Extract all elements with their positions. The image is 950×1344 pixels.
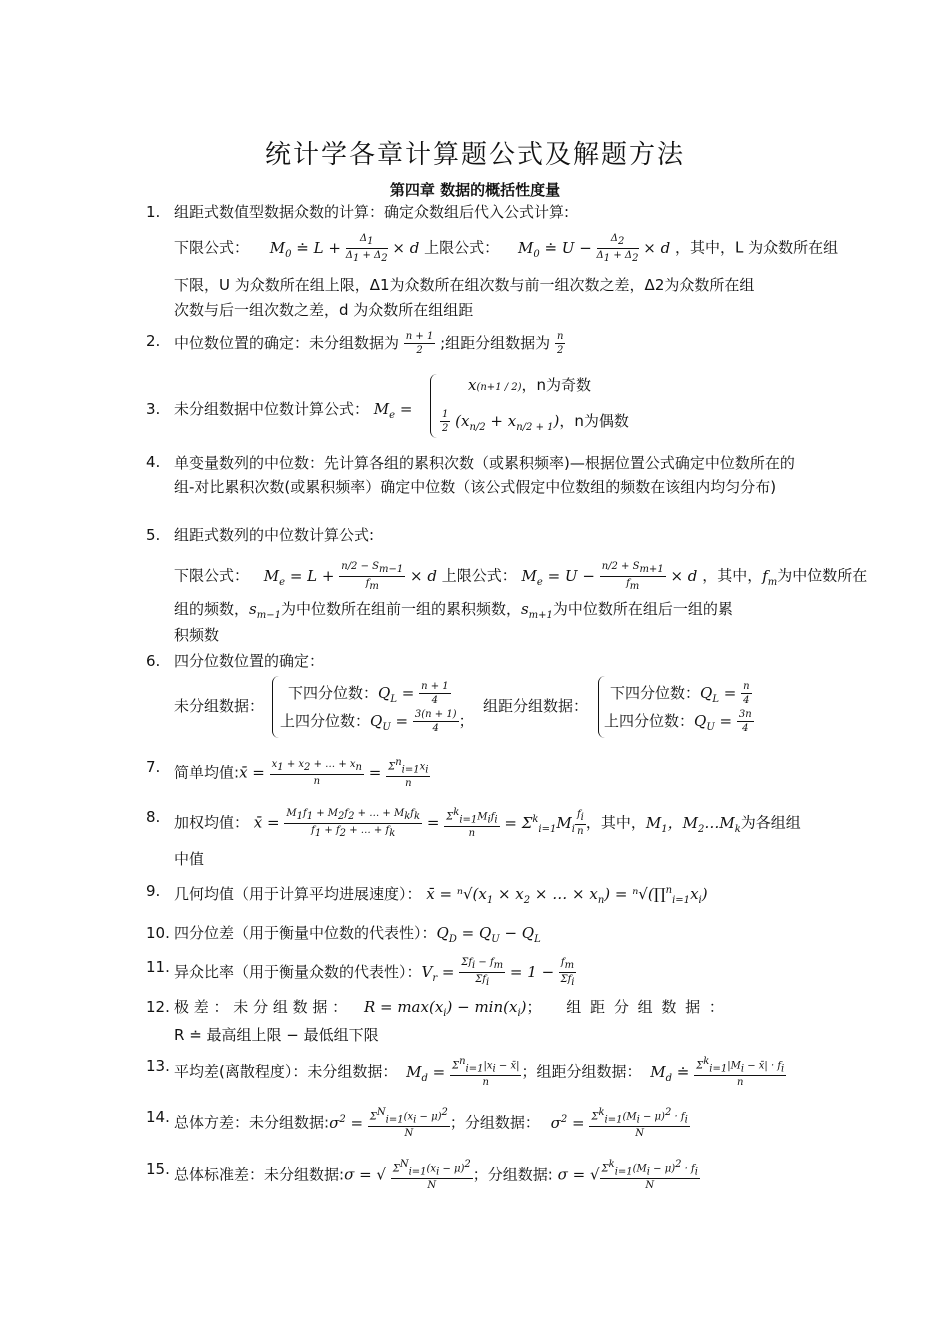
range-grouped-formula: R ≐ 最高组上限 − 最低组下限 xyxy=(174,1026,379,1044)
item-text: 单变量数列的中位数：先计算各组的累积次数（或累积频率)—根据位置公式确定中位数所在的组-对比累积次数(或累积频率）确定中位数（该公式假定中位数组的频数在该组内均匀分布) xyxy=(174,454,795,496)
median-odd-case: x(n+1 / 2)，n为奇数 xyxy=(468,376,592,394)
item-text: 加权均值： xyxy=(174,813,250,832)
upper-quartile-grouped: 上四分位数：$Q_U$ = $\frac{3n}{4}$ xyxy=(604,709,752,734)
item-number: 1. xyxy=(146,203,161,221)
item-text: 几何均值（用于计算平均进展速度）： xyxy=(174,885,422,903)
item-text: 四分位差（用于衡量中位数的代表性）： xyxy=(174,924,437,942)
median-note-2: 组的频数，$s_{m-1}$为中位数所在组前一组的累积频数，$s_{m+1}$为中位数所在组后一组的累 xyxy=(174,600,733,621)
brace xyxy=(430,374,437,438)
chapter-heading: 第四章 数据的概括性度量 xyxy=(389,181,561,199)
document-page: 统计学各章计算题公式及解题方法 第四章 数据的概括性度量 1. 组距式数值型数据众数的计算：确定众数组后代入公式计算: 下限公式： $M_0$ ≐ L + $\frac{\Delta_1}{\Delta_1 + \Delta_2}$ × d 上限公式： $M_0$ ≐ U − $\frac{\Delta_2}{\Delta_1 + \Delta_2}$ × d ，其中，L 为众数所在组 下限，U 为众数所在组上限，Δ1为众数所在组次数与前一组次数之差，Δ2为众数所在组 次数与后一组次数之差，d 为众数所在组组距 2. 中位数位置的确定：未分组数据为 $\frac{n + 1}{2}$ ;组距分组数据为 $\frac{n}{2}$ 3. 未分组数据中位数计算公式： $M_e$ = x(n+1 / 2)，n为奇数 $\frac{1}{2}$ $(x_{n/2} + x_{n/2 + 1})$，n为偶数 4. 单变量数列的中位数：先计算各组的累积次数（或累积频率)—根据位置公式确定中位数所在的组-对比累积次数(或累积频率）确定中位数（该公式假定中位数组的频数在该组内均匀分布) 5. 组距式数列的中位数计算公式: 下限公式： $M_e = L$ + $\frac{n/2 - S_{m-1}}{f_m}$ × d 上限公式： $M_e = U$ − $\frac{n/2 + S_{m+1}}{f_m}$ × d ，其中，$f_m$为中位数所在 组的频数，$s_{m-1}$为中位数所在组前一组的累积频数，$s_{m+1}$为中位数所在组后一组的累 积频数 6. 四分位数位置的确定： 未分组数据： 下四分位数：$Q_L$ = $\frac{n + 1}{4}$ 上四分位数：$Q_U$ = $\frac{3(n + 1)}{4}$ ； 组距分组数据： 下四分位数：$Q_L$ = $\frac{n}{4}$ 上四分位数：$Q_U$ = $\frac{3n}{4}$ 7. 简单均值:x̄ = $\frac{x_1 + x_2 + \dots + x_n}{n}$ = $\frac{\Sigma^n_{i=1}x_i}{n}$ 8. 加权均值： x̄ = $\frac{M_1f_1 + M_2f_2 + \dots + M_kf_k}{f_1 + f_2 + \dots + f_k}$ = $\frac{\Sigma^k_{i=1}M_if_i}{n}$ = $\Sigma^k_{i=1}M_i$ $\frac{f_i}{n}$ ，其中，$M_1$，$M_2\dots M_k$为各组组 中值 9. 几何均值（用于计算平均进展速度）： x̄ = $^n√(x_1 \times x_2$ × … × $x_n$) = $^n√(\prod^n_{i=1}x_i)$ 10. 四分位差（用于衡量中位数的代表性）：$Q_D = Q_U - Q_L$ 11. 异众比率（用于衡量众数的代表性）：$V_r$ = $\frac{\Sigma f_i - f_m}{\Sigma f_i}$ = 1 − $\frac{f_m}{\Sigma f_i}$ 12. 极 差 ： 未 分 组 数 据 ： $R = \max(x_i) - \min(x_i)$； 组 距 分 组 数 据 ： R ≐ 最高组上限 − 最低组下限 13. 平均差(离散程度）：未分组数据： $M_d$ = $\frac{\Sigma^n_{i=1}|x_i - x̄|}{n}$ ；组距分组数据： $M_d$ ≐ $\frac{\Sigma^k_{i=1}|M_i - x̄| \cdot f_i}{n}$ 14. 总体方差：未分组数据$:\sigma^2$ = $\frac{\Sigma^N_{i=1}(x_i - \mu)^2}{N}$ ；分组数据： $\sigma^2$ = $\frac{\Sigma^k_{i=1}(M_i - \mu)^2 \cdot f_i}{N}$ 15. 总体标准差：未分组数据:σ = √ $\frac{\Sigma^N_{i=1}(x_i - \mu)^2}{N}$ ；分组数据: σ = √ $\frac{\Sigma^k_{i=1}(M_i - \mu)^2 \cdot f_i}{N}$ xyxy=(0,0,950,1344)
item-text: 四分位数位置的确定： xyxy=(174,652,325,670)
item-text: 总体标准差：未分组数据: xyxy=(174,1165,345,1184)
item-text: 异众比率（用于衡量众数的代表性）： xyxy=(174,963,422,981)
item-number: 5. xyxy=(146,526,161,544)
mode-formula-line xyxy=(174,232,838,266)
item-text: 中位数位置的确定：未分组数据为 xyxy=(174,334,400,352)
item-text: 平均差(离散程度）：未分组数据： xyxy=(174,1062,398,1081)
grouped-label: 组距分组数据： xyxy=(483,697,589,715)
item-number: 8. xyxy=(146,808,161,826)
item-text: 未分组数据中位数计算公式： xyxy=(174,400,370,418)
mode-note-2: 下限，U 为众数所在组上限，Δ1为众数所在组次数与前一组次数之差，Δ2为众数所在组 xyxy=(174,276,755,294)
item-number: 2. xyxy=(146,332,161,350)
upper-quartile-ungrouped: 上四分位数：$Q_U$ = $\frac{3(n + 1)}{4}$ ； xyxy=(280,709,474,734)
item-number: 7. xyxy=(146,758,161,776)
item-text: 简单均值: xyxy=(174,763,240,782)
weighted-note-2: 中值 xyxy=(174,850,205,868)
lower-quartile-ungrouped: 下四分位数：$Q_L$ = $\frac{n + 1}{4}$ xyxy=(288,681,449,706)
median-note-3: 积频数 xyxy=(174,626,220,644)
median-formula-line: 下限公式： $M_e = L$ + $\frac{n/2 - S_{m-1}}{f_m}$ × d 上限公式： $M_e = U$ − $\frac{n/2 + S_{m+1}}{f_m}$ × d ，其中，$f_m$为中位数所在 xyxy=(174,561,868,592)
lower-quartile-grouped: 下四分位数：$Q_L$ = $\frac{n}{4}$ xyxy=(610,681,750,706)
item-number: 4. xyxy=(146,453,161,471)
median-pos-formula: $\frac{n + 1}{2}$ xyxy=(405,331,434,356)
mode-upper-formula: $M_0$ ≐ U − $\frac{\Delta_2}{\Delta_1 + \Delta_2}$ × d xyxy=(517,233,671,264)
item-text: 组距式数列的中位数计算公式: xyxy=(174,526,375,544)
mode-lower-formula: $M_0$ ≐ L + $\frac{\Delta_1}{\Delta_1 + \Delta_2}$ × d xyxy=(269,233,420,264)
item-number: 14. xyxy=(146,1108,170,1126)
brace xyxy=(272,676,279,738)
median-pos-grouped: $\frac{n}{2}$ xyxy=(556,331,564,356)
item-number: 12. xyxy=(146,998,170,1016)
mode-note-1: ，其中，L 为众数所在组 xyxy=(675,238,839,257)
item-number: 10. xyxy=(146,924,170,942)
item-number: 11. xyxy=(146,958,170,976)
item-number: 9. xyxy=(146,882,161,900)
item-number: 6. xyxy=(146,652,161,670)
item-text: 组距式数值型数据众数的计算：确定众数组后代入公式计算: xyxy=(174,203,570,221)
mode-note-3: 次数与后一组次数之差，d 为众数所在组组距 xyxy=(174,301,474,319)
item-text: 总体方差：未分组数据: xyxy=(174,1113,330,1132)
item-number: 3. xyxy=(146,400,161,418)
median-even-case: $\frac{1}{2}$ $(x_{n/2} + x_{n/2 + 1})$，n为偶数 xyxy=(442,409,629,434)
lower-formula-label: 下限公式： xyxy=(174,238,250,257)
upper-formula-label: 上限公式： xyxy=(424,238,500,257)
item-number: 13. xyxy=(146,1057,170,1075)
page-title: 统计学各章计算题公式及解题方法 xyxy=(264,140,685,170)
list-item xyxy=(146,451,811,521)
item-number: 15. xyxy=(146,1160,170,1178)
ungrouped-label: 未分组数据： xyxy=(174,697,265,715)
item-text: 极 差 ： 未 分 组 数 据 ： xyxy=(174,998,348,1016)
